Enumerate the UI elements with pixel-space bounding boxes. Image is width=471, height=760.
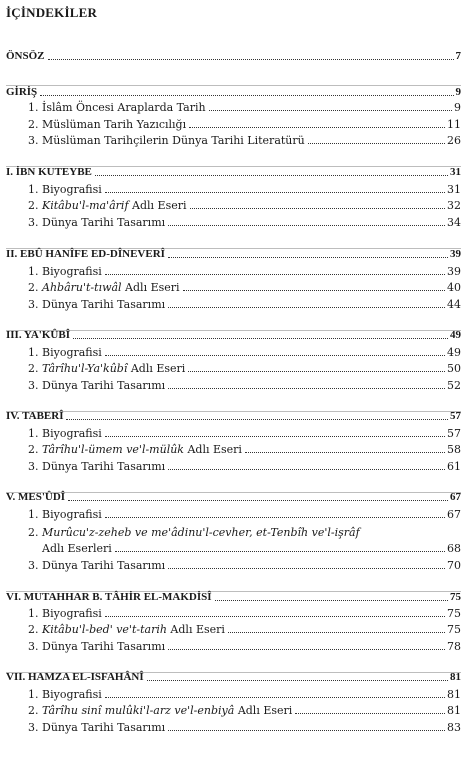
toc-entry-work-title: Kitâbu'l-bed' ve't-tarih [42,623,167,636]
toc-entry-title [28,460,165,473]
toc-entry-number: 3. [28,559,39,572]
toc-entry-title [6,671,144,684]
toc-entry-text: Adlı Eseri [128,199,187,212]
toc-section-entry[interactable] [6,442,461,456]
dot-leader [105,616,445,617]
toc-entry-title [28,362,185,375]
toc-section-entry[interactable] [6,622,461,636]
toc-entry-text: ÖNSÖZ [6,50,45,62]
toc-entry-title [28,134,305,147]
toc-entry-number: 3. [28,640,39,653]
toc-page-number: 26 [447,134,461,147]
toc-entry-number: 3. [28,460,39,473]
page-title: İÇİNDEKİLER [6,5,98,20]
toc-entry-text: Biyografisi [42,508,102,521]
toc-entry-text: Adlı Eseri [166,623,225,636]
toc-entry-number: 1. [28,346,39,359]
toc-entry-text: Müslüman Tarihçilerin Dünya Tarihi Literatürü [42,134,305,147]
toc-entry-title [28,704,292,717]
toc-page-number: 49 [450,329,461,341]
dot-leader [228,632,445,633]
dot-leader [168,225,445,226]
toc-entry-text: Biyografisi [42,427,102,440]
toc-page-number: 50 [447,362,461,375]
toc-entry-number: 2. [28,281,39,294]
toc-page-number: 9 [455,86,461,98]
dot-leader [105,192,445,193]
toc-section-entry[interactable] [6,117,461,131]
toc-entry-text: Biyografisi [42,688,102,701]
toc-entry-title [28,298,165,311]
dot-leader [189,127,445,128]
toc-entry-text: IV. TABERÎ [6,410,64,422]
toc-entry-text: İslâm Öncesi Araplarda Tarih [42,101,206,114]
toc-page-number: 75 [447,623,461,636]
toc-entry-text: Dünya Tarihi Tasarımı [42,559,166,572]
dot-leader [295,713,445,714]
toc-entry-text: Dünya Tarihi Tasarımı [42,216,166,229]
toc-entry-title [28,559,165,572]
dot-leader [245,452,445,453]
toc-entry-number: 1. [28,508,39,521]
toc-entry-number: 2. [28,623,39,636]
dot-leader [68,500,448,501]
toc-chapter-entry[interactable] [6,409,461,423]
dot-leader [66,419,448,420]
toc-chapter-entry[interactable] [6,670,461,684]
toc-entry-work-title: Târîhu sinî mulûki'l-arz ve'l-enbiyâ [42,704,235,717]
dot-leader [105,355,445,356]
toc-entry-text: Dünya Tarihi Tasarımı [42,460,166,473]
toc-entry-title [28,199,187,212]
toc-entry-title [28,443,242,456]
toc-section-entry[interactable] [6,198,461,212]
dot-leader [168,568,445,569]
toc-section-entry[interactable] [6,541,461,555]
dot-leader [105,517,445,518]
toc-entry-text: VI. MUTAHHAR B. TÂHİR EL-MAKDİSÎ [6,591,212,603]
toc-entry-text: Dünya Tarihi Tasarımı [42,298,166,311]
toc-entry-number: 1. [28,183,39,196]
toc-page-number: 81 [447,688,461,701]
dot-leader [95,175,448,176]
toc-entry-title [28,640,165,653]
toc-entry-number: 2. [28,118,39,131]
toc-entry-text: Müslüman Tarih Yazıcılığı [42,118,187,131]
dot-leader [190,208,445,209]
toc-page-number: 57 [450,410,461,422]
dot-leader [168,388,445,389]
dot-leader [147,680,448,681]
dot-leader [168,649,445,650]
toc-entry-title [6,166,92,179]
toc-entry-text: I. İBN KUTEYBE [6,166,92,178]
toc-entry-title [28,265,102,278]
toc-entry-title [6,410,63,423]
dot-leader [209,110,452,111]
toc-page-number: 39 [450,248,461,260]
toc-page-number: 70 [447,559,461,572]
toc-entry-number: 3. [28,379,39,392]
toc-page-number: 75 [447,607,461,620]
dot-leader [308,143,445,144]
toc-page-number: 75 [450,591,461,603]
toc-entry-text: Biyografisi [42,265,102,278]
dot-leader [215,600,448,601]
toc-page-number: 81 [450,671,461,683]
toc-entry-text: Biyografisi [42,183,102,196]
toc-section-entry[interactable] [6,100,461,114]
toc-entry-text: III. YA'KÛBÎ [6,329,70,341]
toc-entry-title [28,526,360,539]
toc-entry-title [28,379,165,392]
toc-entry-title [28,216,165,229]
toc-entry-title [28,346,102,359]
toc-section-entry[interactable] [6,507,461,521]
toc-entry-number: 3. [28,134,39,147]
toc-section-entry[interactable] [6,687,461,701]
toc-entry-text: Biyografisi [42,346,102,359]
toc-entry-text: Dünya Tarihi Tasarımı [42,640,166,653]
toc-entry-number: 1. [28,101,39,114]
toc-section-entry[interactable] [6,182,461,196]
toc-chapter-entry[interactable] [6,590,461,604]
dot-leader [40,95,453,96]
toc-entry-text: II. EBÛ HANÎFE ED-DÎNEVERÎ [6,248,165,260]
toc-entry-title [28,118,186,131]
toc-entry-title [6,591,212,604]
toc-entry-text: GİRİŞ [6,86,38,98]
dot-leader [73,338,448,339]
toc-page-number: 57 [447,427,461,440]
toc-entry-title [6,248,165,261]
toc-entry-work-title: Kitâbu'l-ma'ârif [42,199,129,212]
toc-entry-number: 1. [28,607,39,620]
toc-entry-text: Dünya Tarihi Tasarımı [42,379,166,392]
toc-entry-title [6,86,37,99]
dot-leader [183,290,445,291]
toc-entry-number: 2. [28,362,39,375]
dot-leader [105,436,445,437]
toc-section-entry[interactable] [6,378,461,392]
toc-entry-title [6,329,70,342]
toc-page-number: 40 [447,281,461,294]
toc-entry-number: 2. [28,199,39,212]
dot-leader [105,697,445,698]
toc-section-entry[interactable] [6,264,461,278]
toc-page-number: 67 [450,491,461,503]
toc-chapter-entry[interactable] [6,328,461,342]
toc-section-entry[interactable] [6,720,461,734]
dot-leader [168,730,445,731]
toc-entry-title [6,491,65,504]
toc-page-number: 49 [447,346,461,359]
toc-section-entry[interactable] [6,525,461,539]
toc-section-entry[interactable] [6,703,461,717]
toc-entry-number: 2. [28,526,39,539]
toc-entry-number: 3. [28,216,39,229]
toc-page-number: 68 [447,542,461,555]
toc-entry-title [28,508,102,521]
toc-page-number: 58 [447,443,461,456]
toc-entry-title [28,427,102,440]
toc-chapter-entry[interactable] [6,85,461,99]
toc-entry-work-title: Târîhu'l-ümem ve'l-mülûk [42,443,184,456]
toc-section-entry[interactable] [6,639,461,653]
toc-page-number: 52 [447,379,461,392]
toc-entry-number: 2. [28,443,39,456]
toc-section-entry[interactable] [6,459,461,473]
toc-page-number: 32 [447,199,461,212]
toc-page-number: 11 [447,118,461,131]
toc-section-entry[interactable] [6,606,461,620]
toc-page-number: 31 [447,183,461,196]
toc-page-number: 78 [447,640,461,653]
toc-section-entry[interactable] [6,361,461,375]
toc-chapter-entry[interactable] [6,490,461,504]
toc-entry-work-title: Târîhu'l-Ya'kûbî [42,362,128,375]
toc-section-entry[interactable] [6,280,461,294]
toc-page-number: 39 [447,265,461,278]
toc-entry-text: Adlı Eseri [121,281,180,294]
toc-page-number: 67 [447,508,461,521]
dot-leader [188,371,445,372]
toc-entry-text: VII. HAMZA EL-ISFAHÂNÎ [6,671,144,683]
toc-entry-title [42,542,112,555]
toc-section-entry[interactable] [6,558,461,572]
toc-section-entry[interactable] [6,215,461,229]
dot-leader [105,274,445,275]
toc-entry-title [28,721,165,734]
toc-entry-text: Biyografisi [42,607,102,620]
toc-entry-text: Dünya Tarihi Tasarımı [42,721,166,734]
toc-page-number: 81 [447,704,461,717]
dot-leader [115,551,445,552]
toc-entry-number: 1. [28,427,39,440]
toc-page-number: 44 [447,298,461,311]
toc-section-entry[interactable] [6,345,461,359]
toc-page-number: 83 [447,721,461,734]
toc-chapter-entry[interactable] [6,247,461,261]
toc-entry-title [28,101,206,114]
toc-entry-work-title: Ahbâru't-tıwâl [42,281,122,294]
toc-entry-number: 3. [28,721,39,734]
toc-page-number: 31 [450,166,461,178]
toc-section-entry[interactable] [6,426,461,440]
toc-section-entry[interactable] [6,297,461,311]
toc-entry-title [28,607,102,620]
toc-entry-number: 1. [28,688,39,701]
toc-entry-title [28,281,180,294]
toc-page-number: 7 [455,50,461,62]
dot-leader [48,59,454,60]
dot-leader [168,307,445,308]
toc-entry-text: Adlı Eseri [183,443,242,456]
toc-entry-number: 3. [28,298,39,311]
toc-entry-title [28,688,102,701]
toc-entry-text: V. MES'ÛDÎ [6,491,66,503]
toc-chapter-entry[interactable] [6,165,461,179]
toc-entry-text: Adlı Eseri [234,704,293,717]
toc-entry-number: 2. [28,704,39,717]
toc-entry-title [28,623,225,636]
dot-leader [168,257,448,258]
toc-entry-text: Adlı Eserleri [42,542,112,555]
toc-page-number: 61 [447,460,461,473]
toc-chapter-entry[interactable] [6,49,461,63]
toc-entry-number: 1. [28,265,39,278]
toc-page-number: 9 [454,101,461,114]
toc-entry-text: Adlı Eseri [127,362,186,375]
dot-leader [168,469,445,470]
toc-section-entry[interactable] [6,133,461,147]
toc-page-number: 34 [447,216,461,229]
toc-entry-work-title: Murûcu'z-zeheb ve me'âdinu'l-cevher, et-Tenbîh ve'l-işrâf [42,526,360,539]
toc-entry-title [28,183,102,196]
toc-entry-title [6,50,45,63]
